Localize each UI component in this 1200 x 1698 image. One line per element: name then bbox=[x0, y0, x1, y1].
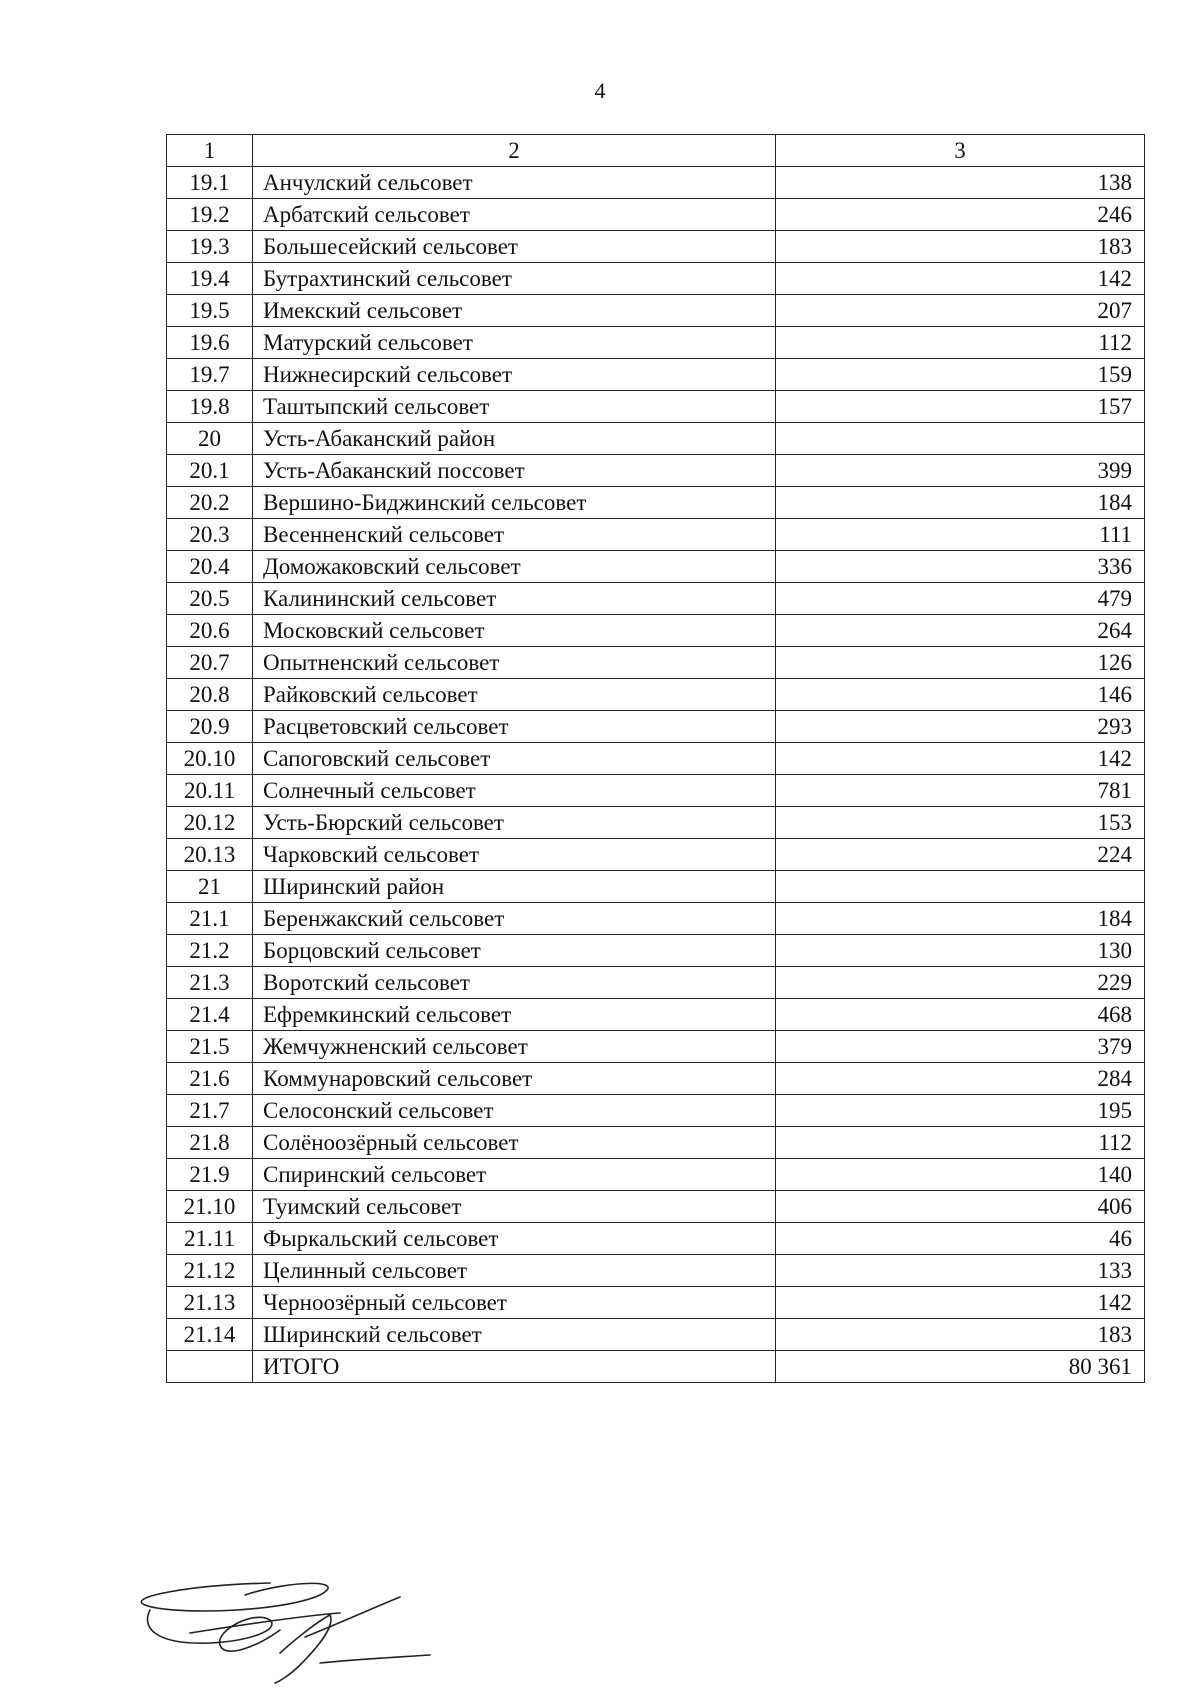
municipality-name-cell: Чарковский сельсовет bbox=[253, 839, 776, 871]
value-cell: 293 bbox=[776, 711, 1145, 743]
municipality-name-cell: Ефремкинский сельсовет bbox=[253, 999, 776, 1031]
table-row bbox=[167, 167, 1145, 199]
value-cell: 112 bbox=[776, 327, 1145, 359]
row-number-cell: 20.5 bbox=[167, 583, 253, 615]
row-number-cell: 20.4 bbox=[167, 551, 253, 583]
municipality-name-cell: ИТОГО bbox=[253, 1351, 776, 1383]
table-row bbox=[167, 583, 1145, 615]
table-row bbox=[167, 615, 1145, 647]
value-cell: 80 361 bbox=[776, 1351, 1145, 1383]
row-number-cell: 20.7 bbox=[167, 647, 253, 679]
value-cell: 468 bbox=[776, 999, 1145, 1031]
table-row bbox=[167, 359, 1145, 391]
page-number: 4 bbox=[594, 78, 606, 103]
table-row bbox=[167, 551, 1145, 583]
value-cell: 153 bbox=[776, 807, 1145, 839]
row-number-cell: 21.6 bbox=[167, 1063, 253, 1095]
table-row bbox=[167, 423, 1145, 455]
row-number-cell bbox=[167, 1351, 253, 1383]
row-number-cell: 21.13 bbox=[167, 1287, 253, 1319]
table-row bbox=[167, 455, 1145, 487]
table-row bbox=[167, 1255, 1145, 1287]
value-cell: 133 bbox=[776, 1255, 1145, 1287]
value-cell: 140 bbox=[776, 1159, 1145, 1191]
municipality-name-cell: Жемчужненский сельсовет bbox=[253, 1031, 776, 1063]
row-number-cell: 21.11 bbox=[167, 1223, 253, 1255]
row-number-cell: 20.2 bbox=[167, 487, 253, 519]
municipality-name-cell: Калининский сельсовет bbox=[253, 583, 776, 615]
row-number-cell: 19.3 bbox=[167, 231, 253, 263]
row-number-cell: 20.13 bbox=[167, 839, 253, 871]
table-row bbox=[167, 903, 1145, 935]
value-cell: 142 bbox=[776, 263, 1145, 295]
municipality-name-cell: Ширинский район bbox=[253, 871, 776, 903]
value-cell: 142 bbox=[776, 743, 1145, 775]
row-number-cell: 21.10 bbox=[167, 1191, 253, 1223]
municipality-name-cell: Нижнесирский сельсовет bbox=[253, 359, 776, 391]
row-number-cell: 19.5 bbox=[167, 295, 253, 327]
row-number-cell: 21.12 bbox=[167, 1255, 253, 1287]
municipality-name-cell: Московский сельсовет bbox=[253, 615, 776, 647]
table-row bbox=[167, 1095, 1145, 1127]
row-number-cell: 21.2 bbox=[167, 935, 253, 967]
municipality-name-cell: Усть-Абаканский район bbox=[253, 423, 776, 455]
value-cell: 130 bbox=[776, 935, 1145, 967]
table-row bbox=[167, 1319, 1145, 1351]
table-row bbox=[167, 679, 1145, 711]
table-row bbox=[167, 871, 1145, 903]
value-cell: 379 bbox=[776, 1031, 1145, 1063]
table-row bbox=[167, 263, 1145, 295]
municipality-name-cell: Опытненский сельсовет bbox=[253, 647, 776, 679]
row-number-cell: 20.6 bbox=[167, 615, 253, 647]
table-row bbox=[167, 391, 1145, 423]
row-number-cell: 21.5 bbox=[167, 1031, 253, 1063]
table-row bbox=[167, 1031, 1145, 1063]
municipality-name-cell: Солнечный сельсовет bbox=[253, 775, 776, 807]
table-row bbox=[167, 1223, 1145, 1255]
table-row bbox=[167, 327, 1145, 359]
row-number-cell: 20.10 bbox=[167, 743, 253, 775]
table-row bbox=[167, 839, 1145, 871]
row-number-cell: 19.2 bbox=[167, 199, 253, 231]
value-cell: 229 bbox=[776, 967, 1145, 999]
row-number-cell: 19.6 bbox=[167, 327, 253, 359]
row-number-cell: 19.1 bbox=[167, 167, 253, 199]
row-number-cell: 20.9 bbox=[167, 711, 253, 743]
handwritten-signature-icon bbox=[130, 1575, 460, 1685]
row-number-cell: 20.3 bbox=[167, 519, 253, 551]
row-number-cell: 19.4 bbox=[167, 263, 253, 295]
table-row bbox=[167, 1191, 1145, 1223]
value-cell: 246 bbox=[776, 199, 1145, 231]
value-cell: 781 bbox=[776, 775, 1145, 807]
table-row bbox=[167, 999, 1145, 1031]
value-cell: 207 bbox=[776, 295, 1145, 327]
municipality-name-cell: Доможаковский сельсовет bbox=[253, 551, 776, 583]
table-row bbox=[167, 487, 1145, 519]
municipality-name-cell: Солёноозёрный сельсовет bbox=[253, 1127, 776, 1159]
row-number-cell: 19.8 bbox=[167, 391, 253, 423]
value-cell: 406 bbox=[776, 1191, 1145, 1223]
municipality-name-cell: Бутрахтинский сельсовет bbox=[253, 263, 776, 295]
municipality-name-cell: Борцовский сельсовет bbox=[253, 935, 776, 967]
table-row bbox=[167, 519, 1145, 551]
municipality-name-cell: Фыркальский сельсовет bbox=[253, 1223, 776, 1255]
value-cell: 264 bbox=[776, 615, 1145, 647]
municipality-name-cell: Спиринский сельсовет bbox=[253, 1159, 776, 1191]
value-cell: 111 bbox=[776, 519, 1145, 551]
municipality-name-cell: Райковский сельсовет bbox=[253, 679, 776, 711]
value-cell: 126 bbox=[776, 647, 1145, 679]
table-row bbox=[167, 231, 1145, 263]
value-cell: 399 bbox=[776, 455, 1145, 487]
municipality-name-cell: Воротский сельсовет bbox=[253, 967, 776, 999]
municipality-name-cell: Беренжакский сельсовет bbox=[253, 903, 776, 935]
table-body bbox=[167, 135, 1145, 1383]
column-header-3: 3 bbox=[776, 135, 1145, 167]
row-number-cell: 21.8 bbox=[167, 1127, 253, 1159]
row-number-cell: 20.12 bbox=[167, 807, 253, 839]
table-row bbox=[167, 1159, 1145, 1191]
column-header-2: 2 bbox=[253, 135, 776, 167]
value-cell: 46 bbox=[776, 1223, 1145, 1255]
value-cell: 195 bbox=[776, 1095, 1145, 1127]
table-row bbox=[167, 743, 1145, 775]
municipality-name-cell: Туимский сельсовет bbox=[253, 1191, 776, 1223]
municipality-name-cell: Таштыпский сельсовет bbox=[253, 391, 776, 423]
table-row bbox=[167, 1127, 1145, 1159]
row-number-cell: 21.3 bbox=[167, 967, 253, 999]
municipality-name-cell: Селосонский сельсовет bbox=[253, 1095, 776, 1127]
value-cell: 479 bbox=[776, 583, 1145, 615]
value-cell: 157 bbox=[776, 391, 1145, 423]
table-row bbox=[167, 647, 1145, 679]
row-number-cell: 21.14 bbox=[167, 1319, 253, 1351]
municipality-name-cell: Арбатский сельсовет bbox=[253, 199, 776, 231]
value-cell: 284 bbox=[776, 1063, 1145, 1095]
value-cell: 184 bbox=[776, 487, 1145, 519]
row-number-cell: 21.4 bbox=[167, 999, 253, 1031]
row-number-cell: 20.8 bbox=[167, 679, 253, 711]
value-cell: 336 bbox=[776, 551, 1145, 583]
municipality-name-cell: Анчулский сельсовет bbox=[253, 167, 776, 199]
value-cell: 142 bbox=[776, 1287, 1145, 1319]
municipality-name-cell: Ширинский сельсовет bbox=[253, 1319, 776, 1351]
column-header-1: 1 bbox=[167, 135, 253, 167]
municipality-name-cell: Коммунаровский сельсовет bbox=[253, 1063, 776, 1095]
municipality-name-cell: Усть-Абаканский поссовет bbox=[253, 455, 776, 487]
value-cell: 183 bbox=[776, 231, 1145, 263]
municipality-name-cell: Имекский сельсовет bbox=[253, 295, 776, 327]
row-number-cell: 21.7 bbox=[167, 1095, 253, 1127]
value-cell: 146 bbox=[776, 679, 1145, 711]
value-cell: 159 bbox=[776, 359, 1145, 391]
municipality-name-cell: Расцветовский сельсовет bbox=[253, 711, 776, 743]
row-number-cell: 20.1 bbox=[167, 455, 253, 487]
municipality-name-cell: Целинный сельсовет bbox=[253, 1255, 776, 1287]
row-number-cell: 20 bbox=[167, 423, 253, 455]
table-row bbox=[167, 935, 1145, 967]
row-number-cell: 21 bbox=[167, 871, 253, 903]
table-row bbox=[167, 711, 1145, 743]
value-cell: 184 bbox=[776, 903, 1145, 935]
municipality-name-cell: Матурский сельсовет bbox=[253, 327, 776, 359]
data-table bbox=[166, 134, 1145, 1383]
table-row bbox=[167, 967, 1145, 999]
table-row bbox=[167, 1063, 1145, 1095]
table-row bbox=[167, 1287, 1145, 1319]
value-cell bbox=[776, 871, 1145, 903]
municipality-name-cell: Сапоговский сельсовет bbox=[253, 743, 776, 775]
row-number-cell: 19.7 bbox=[167, 359, 253, 391]
table-row bbox=[167, 807, 1145, 839]
table-row bbox=[167, 199, 1145, 231]
row-number-cell: 21.1 bbox=[167, 903, 253, 935]
municipality-name-cell: Вершино-Биджинский сельсовет bbox=[253, 487, 776, 519]
municipality-name-cell: Весенненский сельсовет bbox=[253, 519, 776, 551]
municipality-name-cell: Черноозёрный сельсовет bbox=[253, 1287, 776, 1319]
table-row bbox=[167, 1351, 1145, 1383]
value-cell: 138 bbox=[776, 167, 1145, 199]
value-cell: 183 bbox=[776, 1319, 1145, 1351]
table-header-row bbox=[167, 135, 1145, 167]
row-number-cell: 21.9 bbox=[167, 1159, 253, 1191]
table-row bbox=[167, 775, 1145, 807]
municipality-name-cell: Усть-Бюрский сельсовет bbox=[253, 807, 776, 839]
municipality-name-cell: Большесейский сельсовет bbox=[253, 231, 776, 263]
value-cell: 112 bbox=[776, 1127, 1145, 1159]
value-cell bbox=[776, 423, 1145, 455]
value-cell: 224 bbox=[776, 839, 1145, 871]
row-number-cell: 20.11 bbox=[167, 775, 253, 807]
table-row bbox=[167, 295, 1145, 327]
